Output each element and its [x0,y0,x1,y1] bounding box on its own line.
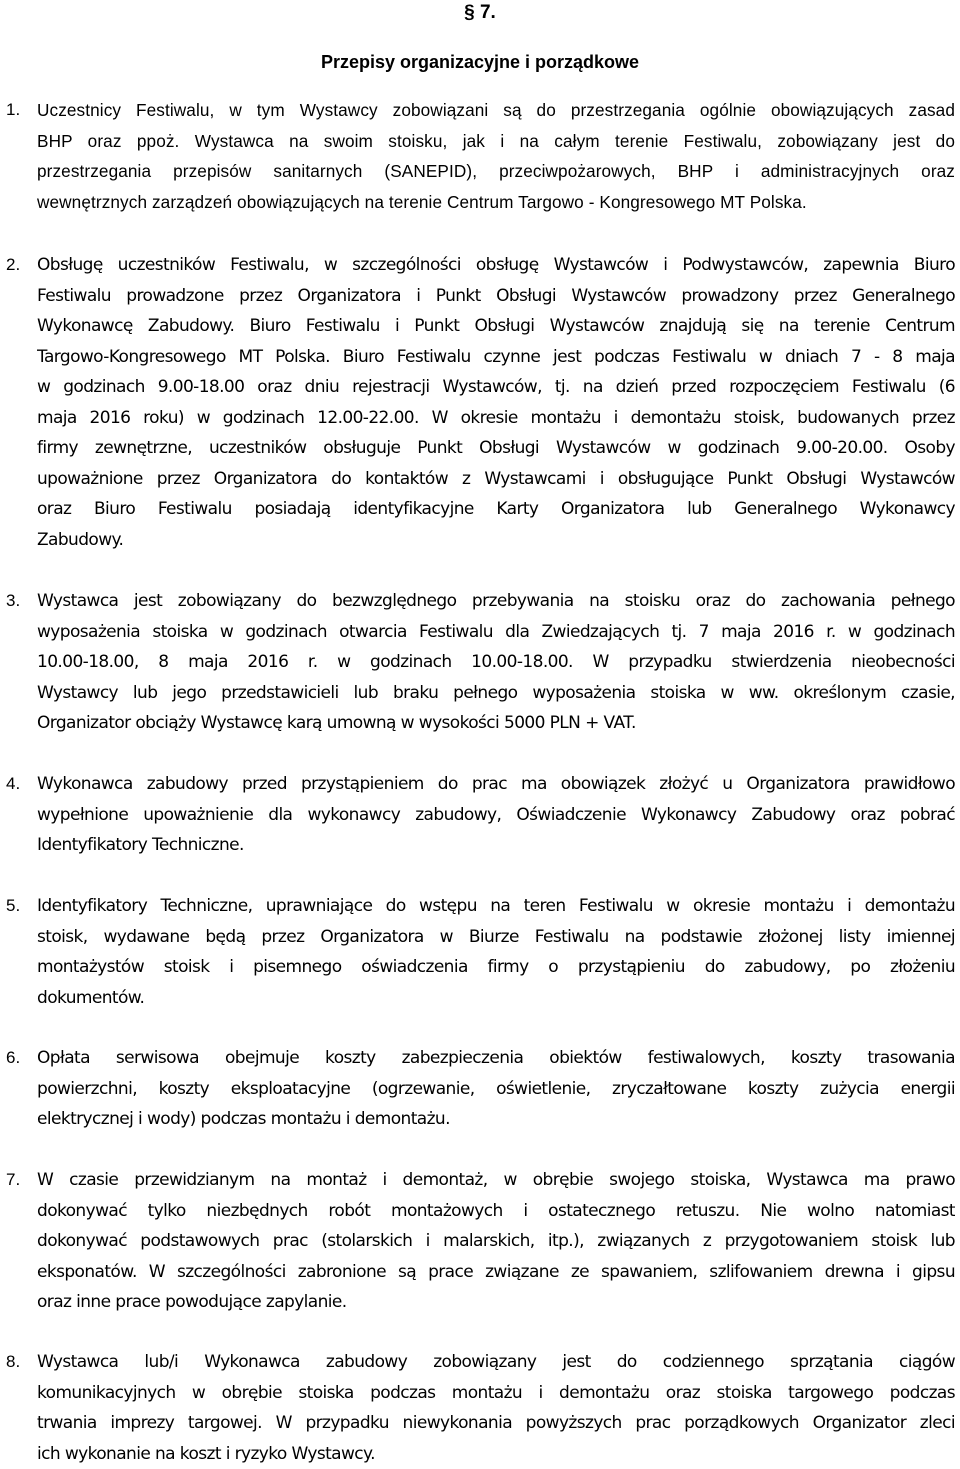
text-line: dokumentów. [37,983,955,1014]
text-line: dokonywać podstawowych prac (stolarskich i malarskich, itp.), związanych z przygotowaniem stoisk lub [37,1226,955,1257]
text-line: Wykonawca zabudowy przed przystąpieniem do prac ma obowiązek złożyć u Organizatora prawidłowo [37,769,955,800]
text-line: maja 2016 roku) w godzinach 12.00-22.00. W okresie montażu i demontażu stoisk, budowanych przez [37,403,955,434]
list-item-text [37,1165,955,1318]
text-line: komunikacyjnych w obrębie stoiska podczas montażu i demontażu oraz stoiska targowego podczas [37,1378,955,1409]
text-line: 10.00-18.00, 8 maja 2016 r. w godzinach 10.00-18.00. W przypadku stwierdzenia nieobecności [37,647,955,678]
text-line: upoważnione przez Organizatora do kontaktów z Wystawcami i obsługujące Punkt Obsługi Wystawców [37,464,955,495]
list-item-number: 8. [6,1347,34,1378]
text-line: Identyfikatory Techniczne. [37,830,955,861]
list-item-number: 7. [6,1165,34,1196]
list-item-number: 5. [6,891,34,922]
list-item-text [37,769,955,861]
text-line: stoisk, wydawane będą przez Organizatora w Biurze Festiwalu na podstawie złożonej listy imiennej [37,922,955,953]
text-line: ich wykonanie na koszt i ryzyko Wystawcy. [37,1439,955,1469]
text-line: elektrycznej i wody) podczas montażu i demontażu. [37,1104,955,1135]
text-line: Zabudowy. [37,525,955,556]
text-line: Organizator obciąży Wystawcę karą umowną w wysokości 5000 PLN + VAT. [37,708,955,739]
text-line: W czasie przewidzianym na montaż i demontaż, w obrębie swojego stoiska, Wystawca ma prawo [37,1165,955,1196]
text-line: Uczestnicy Festiwalu, w tym Wystawcy zobowiązani są do przestrzegania ogólnie obowiązujących zasad [37,95,955,126]
text-line: oraz inne prace powodujące zapylanie. [37,1287,955,1318]
text-line: wypełnione upoważnienie dla wykonawcy zabudowy, Oświadczenie Wykonawcy Zabudowy oraz pobrać [37,800,955,831]
text-line: montażystów stoisk i pisemnego oświadczenia firmy o przystąpieniu do zabudowy, po złożeniu [37,952,955,983]
text-line: Wystawca jest zobowiązany do bezwzględnego przebywania na stoisku oraz do zachowania pełnego [37,586,955,617]
text-line: Wystawcy lub jego przedstawicieli lub braku pełnego wyposażenia stoiska w ww. określonym czasie, [37,678,955,709]
text-line: eksponatów. W szczególności zabronione są prace związane ze spawaniem, szlifowaniem drewna i gipsu [37,1257,955,1288]
text-line: Obsługę uczestników Festiwalu, w szczególności obsługę Wystawców i Podwystawców, zapewnia Biuro [37,250,955,281]
list-item-text [37,250,955,555]
list-item-text [37,586,955,739]
text-line: dokonywać tylko niezbędnych robót montażowych i ostatecznego retuszu. Nie wolno natomiast [37,1196,955,1227]
section-number: § 7. [440,0,520,26]
list-item-number: 4. [6,769,34,800]
text-line: Festiwalu prowadzone przez Organizatora i Punkt Obsługi Wystawców prowadzony przez Generalnego [37,281,955,312]
text-line: Wykonawcę Zabudowy. Biuro Festiwalu i Punkt Obsługi Wystawców znajdują się na terenie Centrum [37,311,955,342]
text-line: wewnętrznych zarządzeń obowiązujących na terenie Centrum Targowo - Kongresowego MT Polska. [37,187,955,218]
text-line: firmy zewnętrzne, uczestników obsługuje Punkt Obsługi Wystawców w godzinach 9.00-20.00. Osoby [37,433,955,464]
list-item-text [37,1043,955,1135]
text-line: Identyfikatory Techniczne, uprawniające do wstępu na teren Festiwalu w okresie montażu i demontażu [37,891,955,922]
list-item-text [37,891,955,1013]
list-item-number: 2. [6,250,34,281]
text-line: Targowo-Kongresowego MT Polska. Biuro Festiwalu czynne jest podczas Festiwalu w dniach 7 - 8 maja [37,342,955,373]
text-line: Opłata serwisowa obejmuje koszty zabezpieczenia obiektów festiwalowych, koszty trasowania [37,1043,955,1074]
text-line: trwania imprezy targowej. W przypadku niewykonania powyższych prac porządkowych Organizator zleci [37,1408,955,1439]
text-line: Wystawca lub/i Wykonawca zabudowy zobowiązany jest do codziennego sprzątania ciągów [37,1347,955,1378]
text-line: oraz Biuro Festiwalu posiadają identyfikacyjne Karty Organizatora lub Generalnego Wykonawcy [37,494,955,525]
text-line: BHP oraz ppoż. Wystawca na swoim stoisku, jak i na całym terenie Festiwalu, zobowiązany jest do [37,126,955,157]
text-line: wyposażenia stoiska w godzinach otwarcia Festiwalu dla Zwiedzających tj. 7 maja 2016 r. w godzinach [37,617,955,648]
list-item-text [37,95,955,217]
list-item-number: 6. [6,1043,34,1074]
list-item-number: 1. [6,95,34,126]
text-line: w godzinach 9.00-18.00 oraz dniu rejestracji Wystawców, tj. na dzień przed rozpoczęciem Festiwalu (6 [37,372,955,403]
document-title: Przepisy organizacyjne i porządkowe [0,49,960,75]
list-item-text [37,1347,955,1469]
list-item-number: 3. [6,586,34,617]
text-line: powierzchni, koszty eksploatacyjne (ogrzewanie, oświetlenie, zryczałtowane koszty zużycia energii [37,1074,955,1105]
text-line: przestrzegania przepisów sanitarnych (SANEPID), przeciwpożarowych, BHP i administracyjnych oraz [37,156,955,187]
